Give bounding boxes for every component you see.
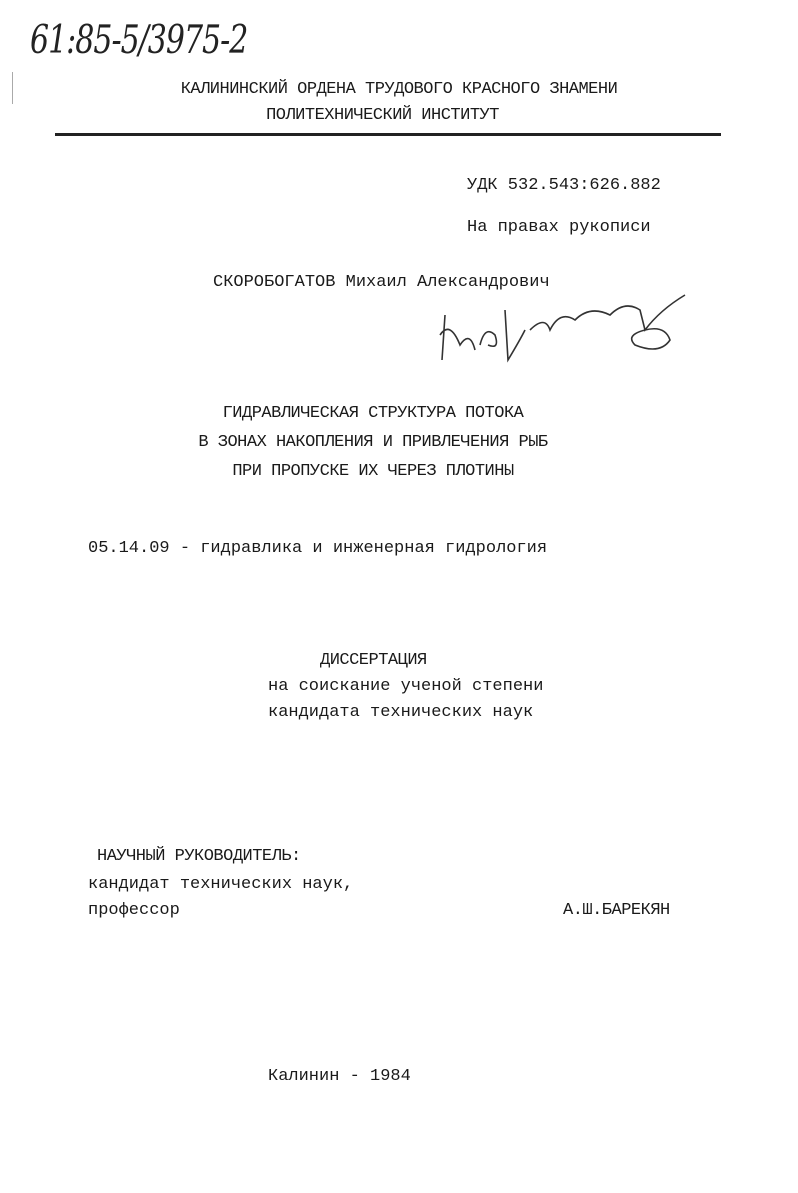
city-year: Калинин - 1984	[268, 1067, 411, 1086]
supervisor-heading: НАУЧНЫЙ РУКОВОДИТЕЛЬ:	[97, 847, 301, 866]
supervisor-rank: профессор	[88, 901, 180, 920]
dissertation-label: ДИССЕРТАЦИЯ	[320, 651, 427, 670]
title-line-1: ГИДРАВЛИЧЕСКАЯ СТРУКТУРА ПОТОКА	[222, 404, 524, 423]
degree-line-1: на соискание ученой степени	[268, 677, 544, 696]
specialty-code: 05.14.09 - гидравлика и инженерная гидрология	[88, 539, 548, 558]
header-rule	[55, 133, 721, 136]
archive-code-handwritten: 61:85-5/3975-2	[30, 18, 248, 64]
supervisor-degree: кандидат технических наук,	[88, 875, 354, 894]
degree-line-2: кандидата технических наук	[268, 703, 534, 722]
supervisor-name: А.Ш.БАРЕКЯН	[563, 901, 670, 920]
manuscript-note: На правах рукописи	[467, 218, 651, 237]
author-signature	[430, 290, 695, 370]
institution-line-1: КАЛИНИНСКИЙ ОРДЕНА ТРУДОВОГО КРАСНОГО ЗНАМЕНИ	[180, 80, 618, 99]
udc-code: УДК 532.543:626.882	[467, 176, 661, 195]
title-line-2: В ЗОНАХ НАКОПЛЕНИЯ И ПРИВЛЕЧЕНИЯ РЫБ	[198, 433, 548, 452]
institution-line-2: ПОЛИТЕХНИЧЕСКИЙ ИНСТИТУТ	[266, 106, 499, 125]
title-line-3: ПРИ ПРОПУСКЕ ИХ ЧЕРЕЗ ПЛОТИНЫ	[232, 462, 514, 481]
author-name: СКОРОБОГАТОВ Михаил Александрович	[213, 273, 550, 292]
